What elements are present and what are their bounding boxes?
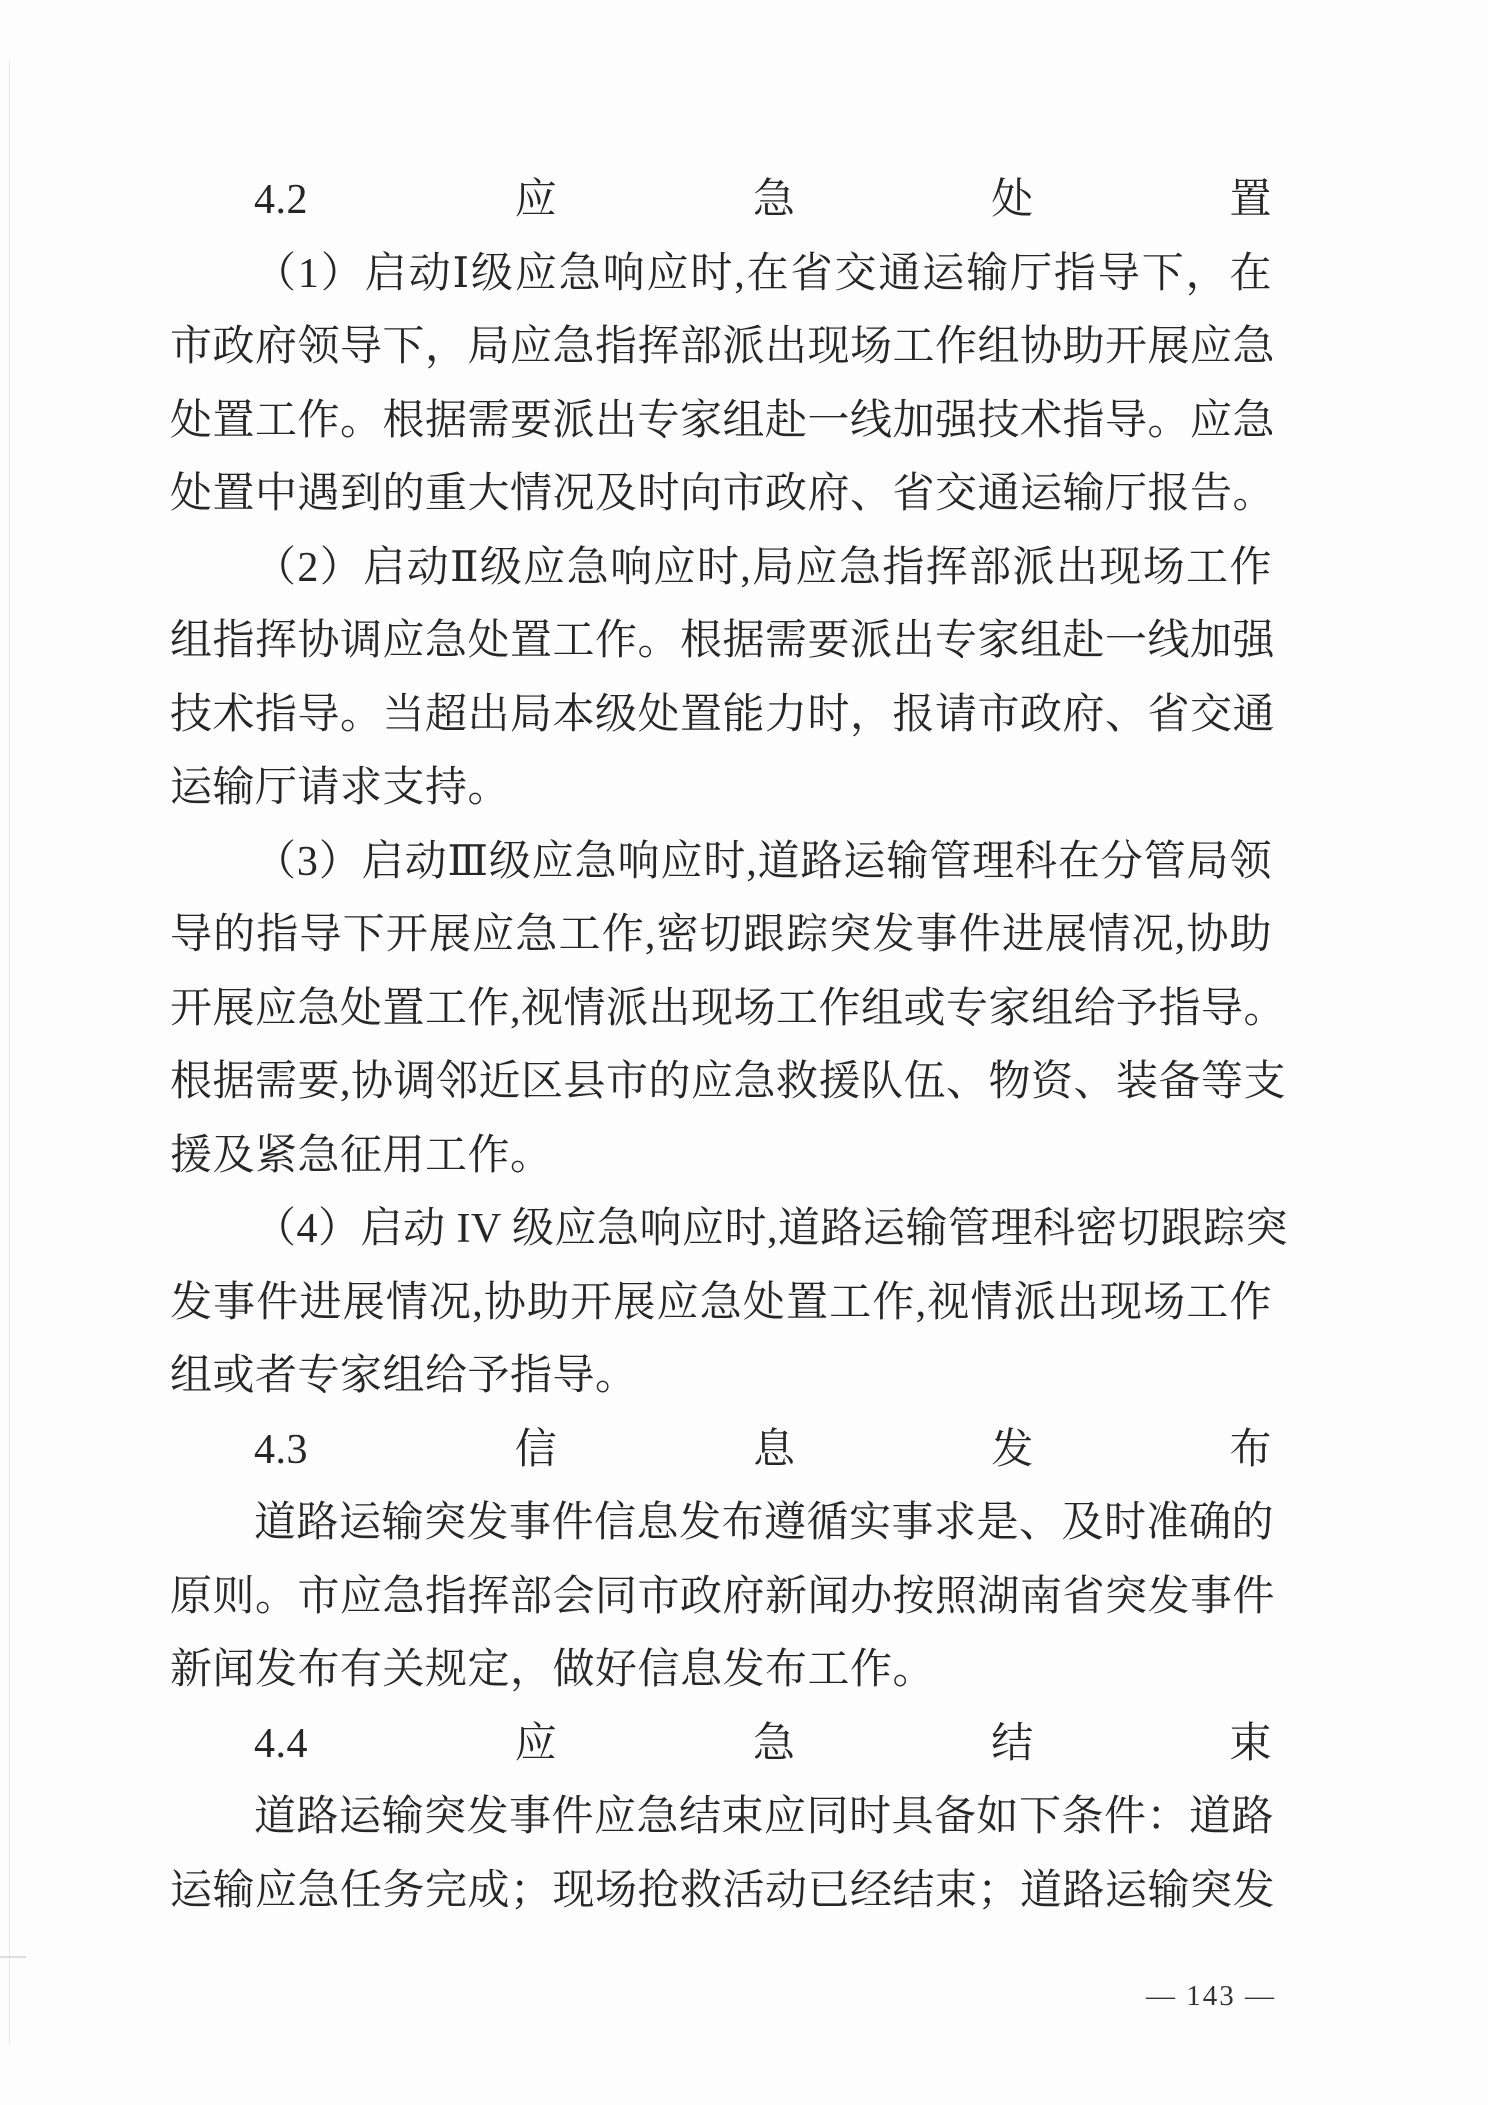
text-line: 技术指导。当超出局本级处置能力时，报请市政府、省交通 [170,691,1276,738]
page-number: — 143 — [1146,1980,1276,2012]
text-line: （4）启动 IV 级应急响应时,道路运输管理科密切跟踪突 [254,1206,1289,1252]
text-line: 组或者专家组给予指导。 [170,1353,638,1399]
section-heading-4-2: 4.2 应急处置 [254,177,1272,223]
section-heading-4-3: 4.3 信息发布 [254,1426,1272,1473]
text-line: 处置中遇到的重大情况及时向市政府、省交通运输厅报告。 [170,471,1276,517]
document-body [170,164,1289,1928]
text-line: 运输厅请求支持。 [170,765,511,811]
text-line: 道路运输突发事件应急结束应同时具备如下条件：道路 [254,1794,1275,1840]
text-line: 发事件进展情况,协助开展应急处置工作,视情派出现场工作 [170,1279,1272,1326]
text-line: 原则。市应急指挥部会同市政府新闻办按照湖南省突发事件 [170,1573,1276,1620]
text-line: 开展应急处置工作,视情派出现场工作组或专家组给予指导。 [170,985,1287,1032]
scan-edge-artifact [9,60,10,2045]
text-line: （2）启动Ⅱ级应急响应时,局应急指挥部派出现场工作 [254,544,1272,591]
text-line: 道路运输突发事件信息发布遵循实事求是、及时准确的 [254,1500,1275,1546]
text-line: 组指挥协调应急处置工作。根据需要派出专家组赴一线加强 [170,618,1276,664]
text-line: 根据需要,协调邻近区县市的应急救援队伍、物资、装备等支 [170,1059,1287,1105]
text-line: 运输应急任务完成；现场抢救活动已经结束；道路运输突发 [170,1867,1276,1914]
text-line: 新闻发布有关规定，做好信息发布工作。 [170,1647,936,1693]
text-line: 援及紧急征用工作。 [170,1132,553,1179]
text-line: 处置工作。根据需要派出专家组赴一线加强技术指导。应急 [170,397,1276,444]
text-line: 市政府领导下，局应急指挥部派出现场工作组协助开展应急 [170,324,1276,370]
section-heading-4-4: 4.4 应急结束 [254,1720,1272,1767]
text-line: 导的指导下开展应急工作,密切跟踪突发事件进展情况,协助 [170,912,1272,958]
scan-mark-artifact [0,1956,26,1958]
text-line: （1）启动Ⅰ级应急响应时,在省交通运输厅指导下，在 [254,250,1272,297]
text-line: （3）启动Ⅲ级应急响应时,道路运输管理科在分管局领 [254,838,1272,885]
